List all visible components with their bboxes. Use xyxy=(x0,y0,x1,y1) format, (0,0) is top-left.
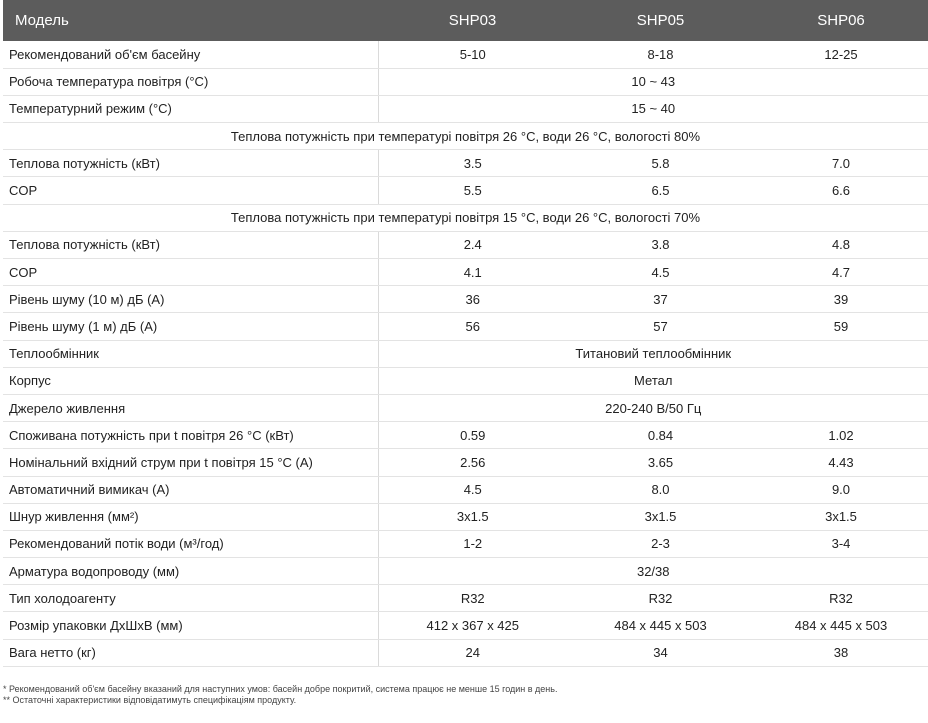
row-value: 38 xyxy=(754,639,928,666)
section-title: Теплова потужність при температурі повітря 15 °C, води 26 °C, вологості 70% xyxy=(3,204,928,231)
row-value: 484 x 445 x 503 xyxy=(754,612,928,639)
table-row xyxy=(3,558,928,585)
row-value: 0.59 xyxy=(378,422,567,449)
row-label: Температурний режим (°C) xyxy=(3,95,378,122)
row-value: 57 xyxy=(567,313,754,340)
table-row xyxy=(3,259,928,286)
row-value: 56 xyxy=(378,313,567,340)
table-row xyxy=(3,530,928,557)
row-value: 6.6 xyxy=(754,177,928,204)
row-value: 3.5 xyxy=(378,150,567,177)
row-value: 7.0 xyxy=(754,150,928,177)
row-label: Корпус xyxy=(3,367,378,394)
row-value: 3x1.5 xyxy=(378,503,567,530)
model-header-shp06: SHP06 xyxy=(817,12,865,29)
footnote: ** Остаточні характеристики відповідатимуть специфікаціям продукту. xyxy=(3,695,297,705)
row-label: Теплообмінник xyxy=(3,340,378,367)
row-value-all-models: 32/38 xyxy=(378,558,928,585)
row-label: COP xyxy=(3,259,378,286)
row-label: Джерело живлення xyxy=(3,394,378,421)
row-value: 3-4 xyxy=(754,530,928,557)
row-label: Рекомендований об'єм басейну xyxy=(3,41,378,68)
section-row xyxy=(3,204,928,231)
row-value: 412 x 367 x 425 xyxy=(378,612,567,639)
table-row xyxy=(3,150,928,177)
row-value: 6.5 xyxy=(567,177,754,204)
table-row xyxy=(3,95,928,122)
footnotes xyxy=(3,684,557,706)
row-value: 8.0 xyxy=(567,476,754,503)
table-row xyxy=(3,340,928,367)
row-value-all-models: 220-240 В/50 Гц xyxy=(378,394,928,421)
model-header-shp03: SHP03 xyxy=(448,12,497,29)
row-value-all-models: 15 ~ 40 xyxy=(378,95,928,122)
table-row xyxy=(3,612,928,639)
row-value: 59 xyxy=(754,313,928,340)
row-label: Номінальний вхідний струм при t повітря 15 °C (A) xyxy=(3,449,378,476)
table-row xyxy=(3,177,928,204)
spec-table xyxy=(3,0,928,667)
row-value: 3.65 xyxy=(567,449,754,476)
row-value: 8-18 xyxy=(567,41,754,68)
row-value: 2-3 xyxy=(567,530,754,557)
row-value: 0.84 xyxy=(567,422,754,449)
model-column-header: Модель xyxy=(15,12,69,29)
row-value-all-models: 10 ~ 43 xyxy=(378,68,928,95)
table-row xyxy=(3,585,928,612)
row-value: 4.43 xyxy=(754,449,928,476)
row-label: Споживана потужність при t повітря 26 °C (кВт) xyxy=(3,422,378,449)
row-value: 9.0 xyxy=(754,476,928,503)
row-value: 4.5 xyxy=(567,259,754,286)
spec-table-body xyxy=(3,41,928,666)
row-label: Арматура водопроводу (мм) xyxy=(3,558,378,585)
row-value: 3.8 xyxy=(567,231,754,258)
row-label: Розмір упаковки ДхШхВ (мм) xyxy=(3,612,378,639)
row-value-all-models: Метал xyxy=(378,367,928,394)
row-label: COP xyxy=(3,177,378,204)
table-row xyxy=(3,367,928,394)
row-value: 24 xyxy=(378,639,567,666)
row-value: R32 xyxy=(754,585,928,612)
row-label: Вага нетто (кг) xyxy=(3,639,378,666)
header-row xyxy=(3,0,928,41)
table-row xyxy=(3,449,928,476)
section-row xyxy=(3,123,928,150)
table-row xyxy=(3,422,928,449)
row-value: 4.8 xyxy=(754,231,928,258)
table-row xyxy=(3,476,928,503)
footnote: * Рекомендований об'єм басейну вказаний для наступних умов: басейн добре покритий, система працює не менше 15 годин в день. xyxy=(3,684,558,694)
row-value: 37 xyxy=(567,286,754,313)
row-value-all-models: Титановий теплообмінник xyxy=(378,340,928,367)
table-row xyxy=(3,394,928,421)
row-value: 34 xyxy=(567,639,754,666)
row-label: Робоча температура повітря (°C) xyxy=(3,68,378,95)
row-value: 5.8 xyxy=(567,150,754,177)
row-value: 4.5 xyxy=(378,476,567,503)
row-label: Рівень шуму (10 м) дБ (А) xyxy=(3,286,378,313)
row-value: 39 xyxy=(754,286,928,313)
row-value: 5.5 xyxy=(378,177,567,204)
row-value: 2.4 xyxy=(378,231,567,258)
table-row xyxy=(3,286,928,313)
table-row xyxy=(3,503,928,530)
spec-table-header xyxy=(3,0,928,41)
row-value: 4.7 xyxy=(754,259,928,286)
table-row xyxy=(3,639,928,666)
table-row xyxy=(3,68,928,95)
row-value: 484 x 445 x 503 xyxy=(567,612,754,639)
row-value: 3x1.5 xyxy=(567,503,754,530)
table-row xyxy=(3,231,928,258)
row-value: 12-25 xyxy=(754,41,928,68)
row-value: 5-10 xyxy=(378,41,567,68)
row-value: 3x1.5 xyxy=(754,503,928,530)
table-row xyxy=(3,313,928,340)
row-value: 4.1 xyxy=(378,259,567,286)
row-value: 1.02 xyxy=(754,422,928,449)
table-row xyxy=(3,41,928,68)
section-title: Теплова потужність при температурі повітря 26 °C, води 26 °C, вологості 80% xyxy=(3,123,928,150)
row-value: 2.56 xyxy=(378,449,567,476)
row-label: Автоматичний вимикач (A) xyxy=(3,476,378,503)
row-value: R32 xyxy=(378,585,567,612)
row-value: 36 xyxy=(378,286,567,313)
model-header-shp05: SHP05 xyxy=(636,12,685,29)
row-label: Шнур живлення (мм²) xyxy=(3,503,378,530)
row-label: Теплова потужність (кВт) xyxy=(3,231,378,258)
row-label: Теплова потужність (кВт) xyxy=(3,150,378,177)
row-label: Тип холодоагенту xyxy=(3,585,378,612)
row-label: Рівень шуму (1 м) дБ (А) xyxy=(3,313,378,340)
row-label: Рекомендований потік води (м³/год) xyxy=(3,530,378,557)
row-value: R32 xyxy=(567,585,754,612)
row-value: 1-2 xyxy=(378,530,567,557)
